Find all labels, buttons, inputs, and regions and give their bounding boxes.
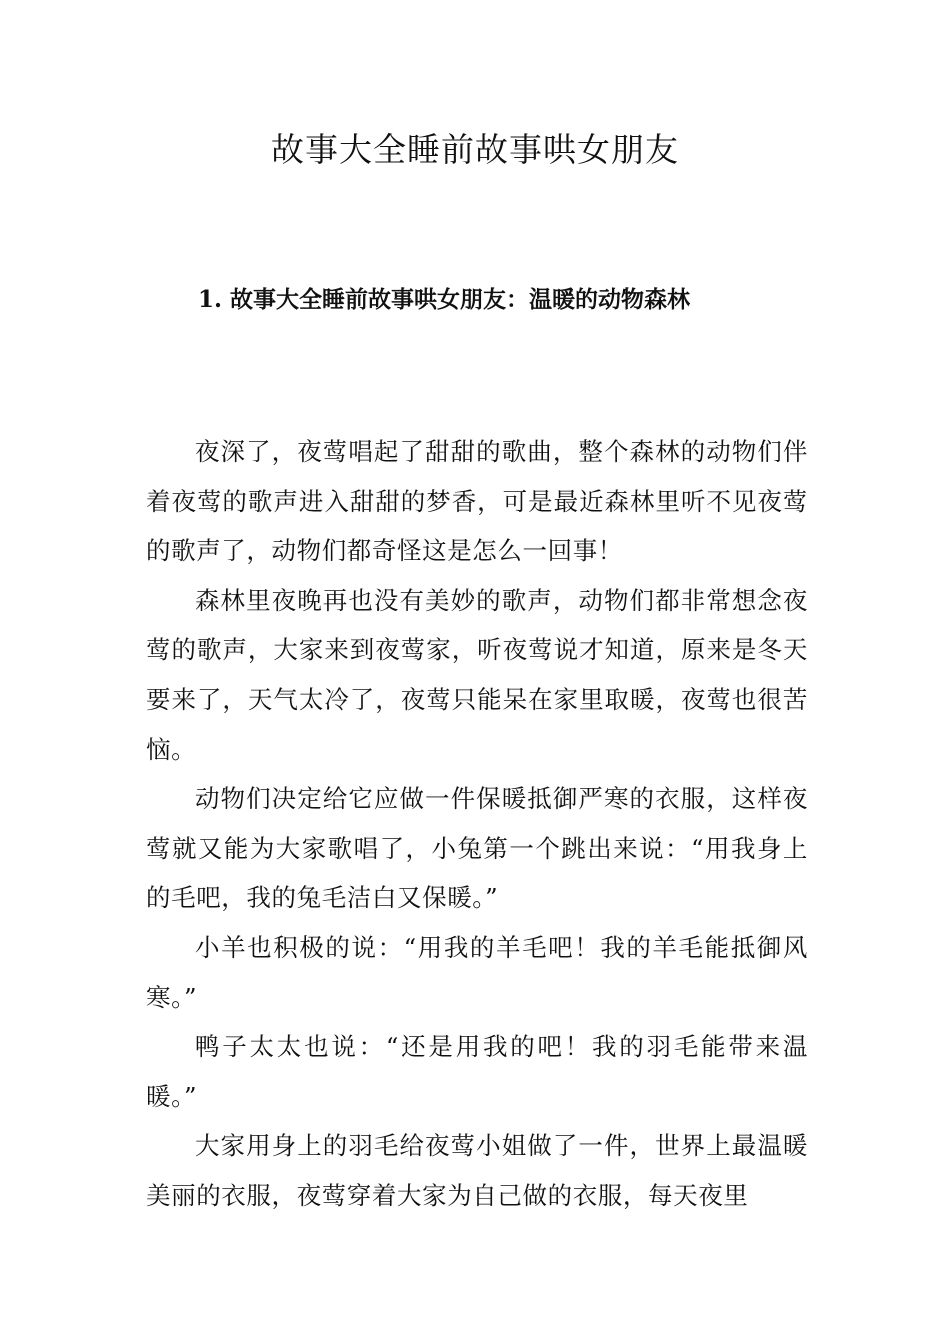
document-title: 故事大全睡前故事哄女朋友 [271,130,679,169]
story-paragraph: 夜深了，夜莺唱起了甜甜的歌曲，整个森林的动物们伴着夜莺的歌声进入甜甜的梦香，可是最近森林里听不见夜莺的歌声了，动物们都奇怪这是怎么一回事！ [146,437,808,566]
story-paragraph: 动物们决定给它应做一件保暖抵御严寒的衣服，这样夜莺就又能为大家歌唱了，小兔第一个跳出来说：“用我身上的毛吧，我的兔毛洁白又保暖。” [146,784,808,913]
story-paragraph: 大家用身上的羽毛给夜莺小姐做了一件，世界上最温暖美丽的衣服，夜莺穿着大家为自己做的衣服，每天夜里 [146,1131,808,1210]
section-heading: 1. 故事大全睡前故事哄女朋友：温暖的动物森林 [198,286,691,313]
story-paragraph: 鸭子太太也说：“还是用我的吧！我的羽毛能带来温暖。” [146,1032,808,1111]
story-body [146,427,808,1221]
story-paragraph: 森林里夜晚再也没有美妙的歌声，动物们都非常想念夜莺的歌声，大家来到夜莺家，听夜莺说才知道，原来是冬天要来了，天气太冷了，夜莺只能呆在家里取暖，夜莺也很苦恼。 [146,585,808,764]
story-paragraph: 小羊也积极的说：“用我的羊毛吧！我的羊毛能抵御风寒。” [146,932,808,1012]
